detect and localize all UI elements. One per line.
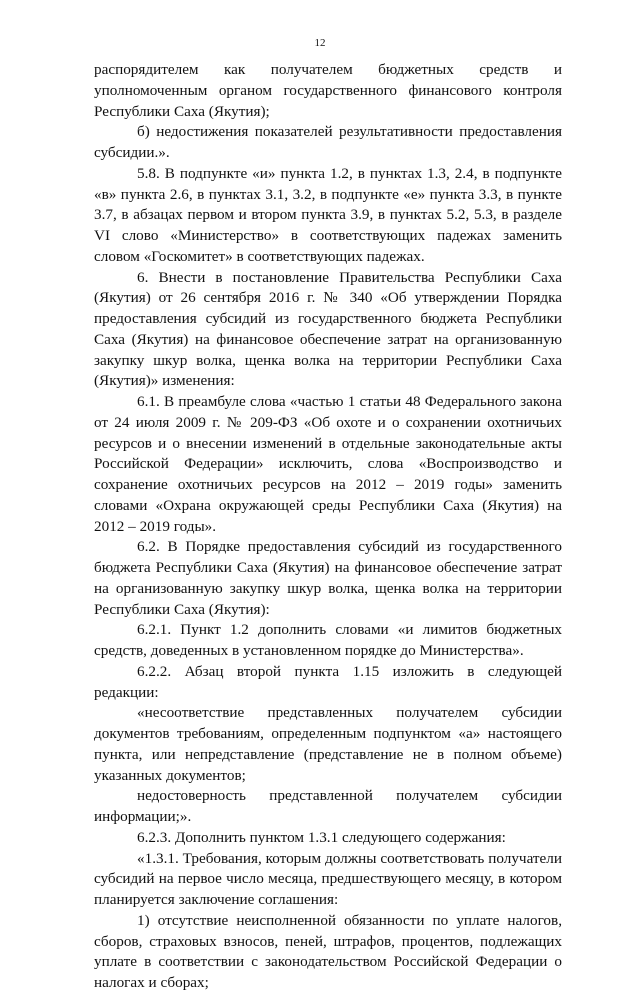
paragraph: распорядителем как получателем бюджетных средств и уполномоченным органом государственного финансового контроля Республики Саха (Якутия); — [94, 61, 562, 120]
paragraph: 6. Внести в постановление Правительства Республики Саха (Якутия) от 26 сентября 2016 г. № 340 «Об утверждении Порядка предоставления субсидий из государственного бюджета Республики Саха (Якутия) на финансовое обеспечение затрат на организованную закупку шкур волка, щенка волка на территории Республики Саха (Якутия)» изменения: — [94, 268, 562, 390]
paragraph: 6.2. В Порядке предоставления субсидий из государственного бюджета Республики Саха (Якутия) на финансовое обеспечение затрат на организованную закупку шкур волка, щенка волка на территории Республики Саха (Якутия): — [94, 538, 562, 618]
paragraph: «1.3.1. Требования, которым должны соответствовать получатели субсидий на первое число месяца, предшествующего месяцу, в котором планируется заключение соглашения: — [94, 849, 562, 908]
page-number: 12 — [314, 37, 326, 49]
paragraph: 6.1. В преамбуле слова «частью 1 статьи 48 Федерального закона от 24 июля 2009 г. № 209-ФЗ «Об охоте и о сохранении охотничьих ресурсов и о внесении изменений в отдельные законодательные акты Российской Федерации» исключить, слова «Воспроизводство и сохранение охотничьих ресурсов на 2012 – 2019 годы» заменить словами «Охрана окружающей среды Республики Саха (Якутия) на 2012 – 2019 годы». — [94, 393, 562, 535]
paragraph: б) недостижения показателей результативности предоставления субсидии.». — [94, 123, 562, 161]
paragraph: недостоверность представленной получателем субсидии информации;». — [94, 787, 562, 825]
paragraph: 6.2.2. Абзац второй пункта 1.15 изложить в следующей редакции: — [94, 662, 562, 701]
paragraph: 1) отсутствие неисполненной обязанности по уплате налогов, сборов, страховых взносов, пеней, штрафов, процентов, подлежащих уплате в соответствии с законодательством Российской Федерации о налогах и сборах; — [94, 911, 562, 991]
paragraph: 6.2.1. Пункт 1.2 дополнить словами «и лимитов бюджетных средств, доведенных в установленном порядке до Министерства». — [94, 621, 562, 659]
paragraph: «несоответствие представленных получателем субсидии документов требованиям, определенным подпунктом «а» настоящего пункта, или непредставление (представление не в полном объеме) указанных документов; — [94, 704, 562, 784]
paragraph: 5.8. В подпункте «и» пункта 1.2, в пунктах 1.3, 2.4, в подпункте «в» пункта 2.6, в пунктах 3.1, 3.2, в подпункте «е» пункта 3.3, в пункте 3.7, в абзацах первом и втором пункта 3.9, в пунктах 5.2, 5.3, в разделе VI слово «Министерство» в соответствующих падежах заменить словом «Госкомитет» в соответствующих падежах. — [94, 164, 562, 265]
document-body — [94, 60, 562, 994]
paragraph: 6.2.3. Дополнить пунктом 1.3.1 следующего содержания: — [137, 828, 506, 846]
